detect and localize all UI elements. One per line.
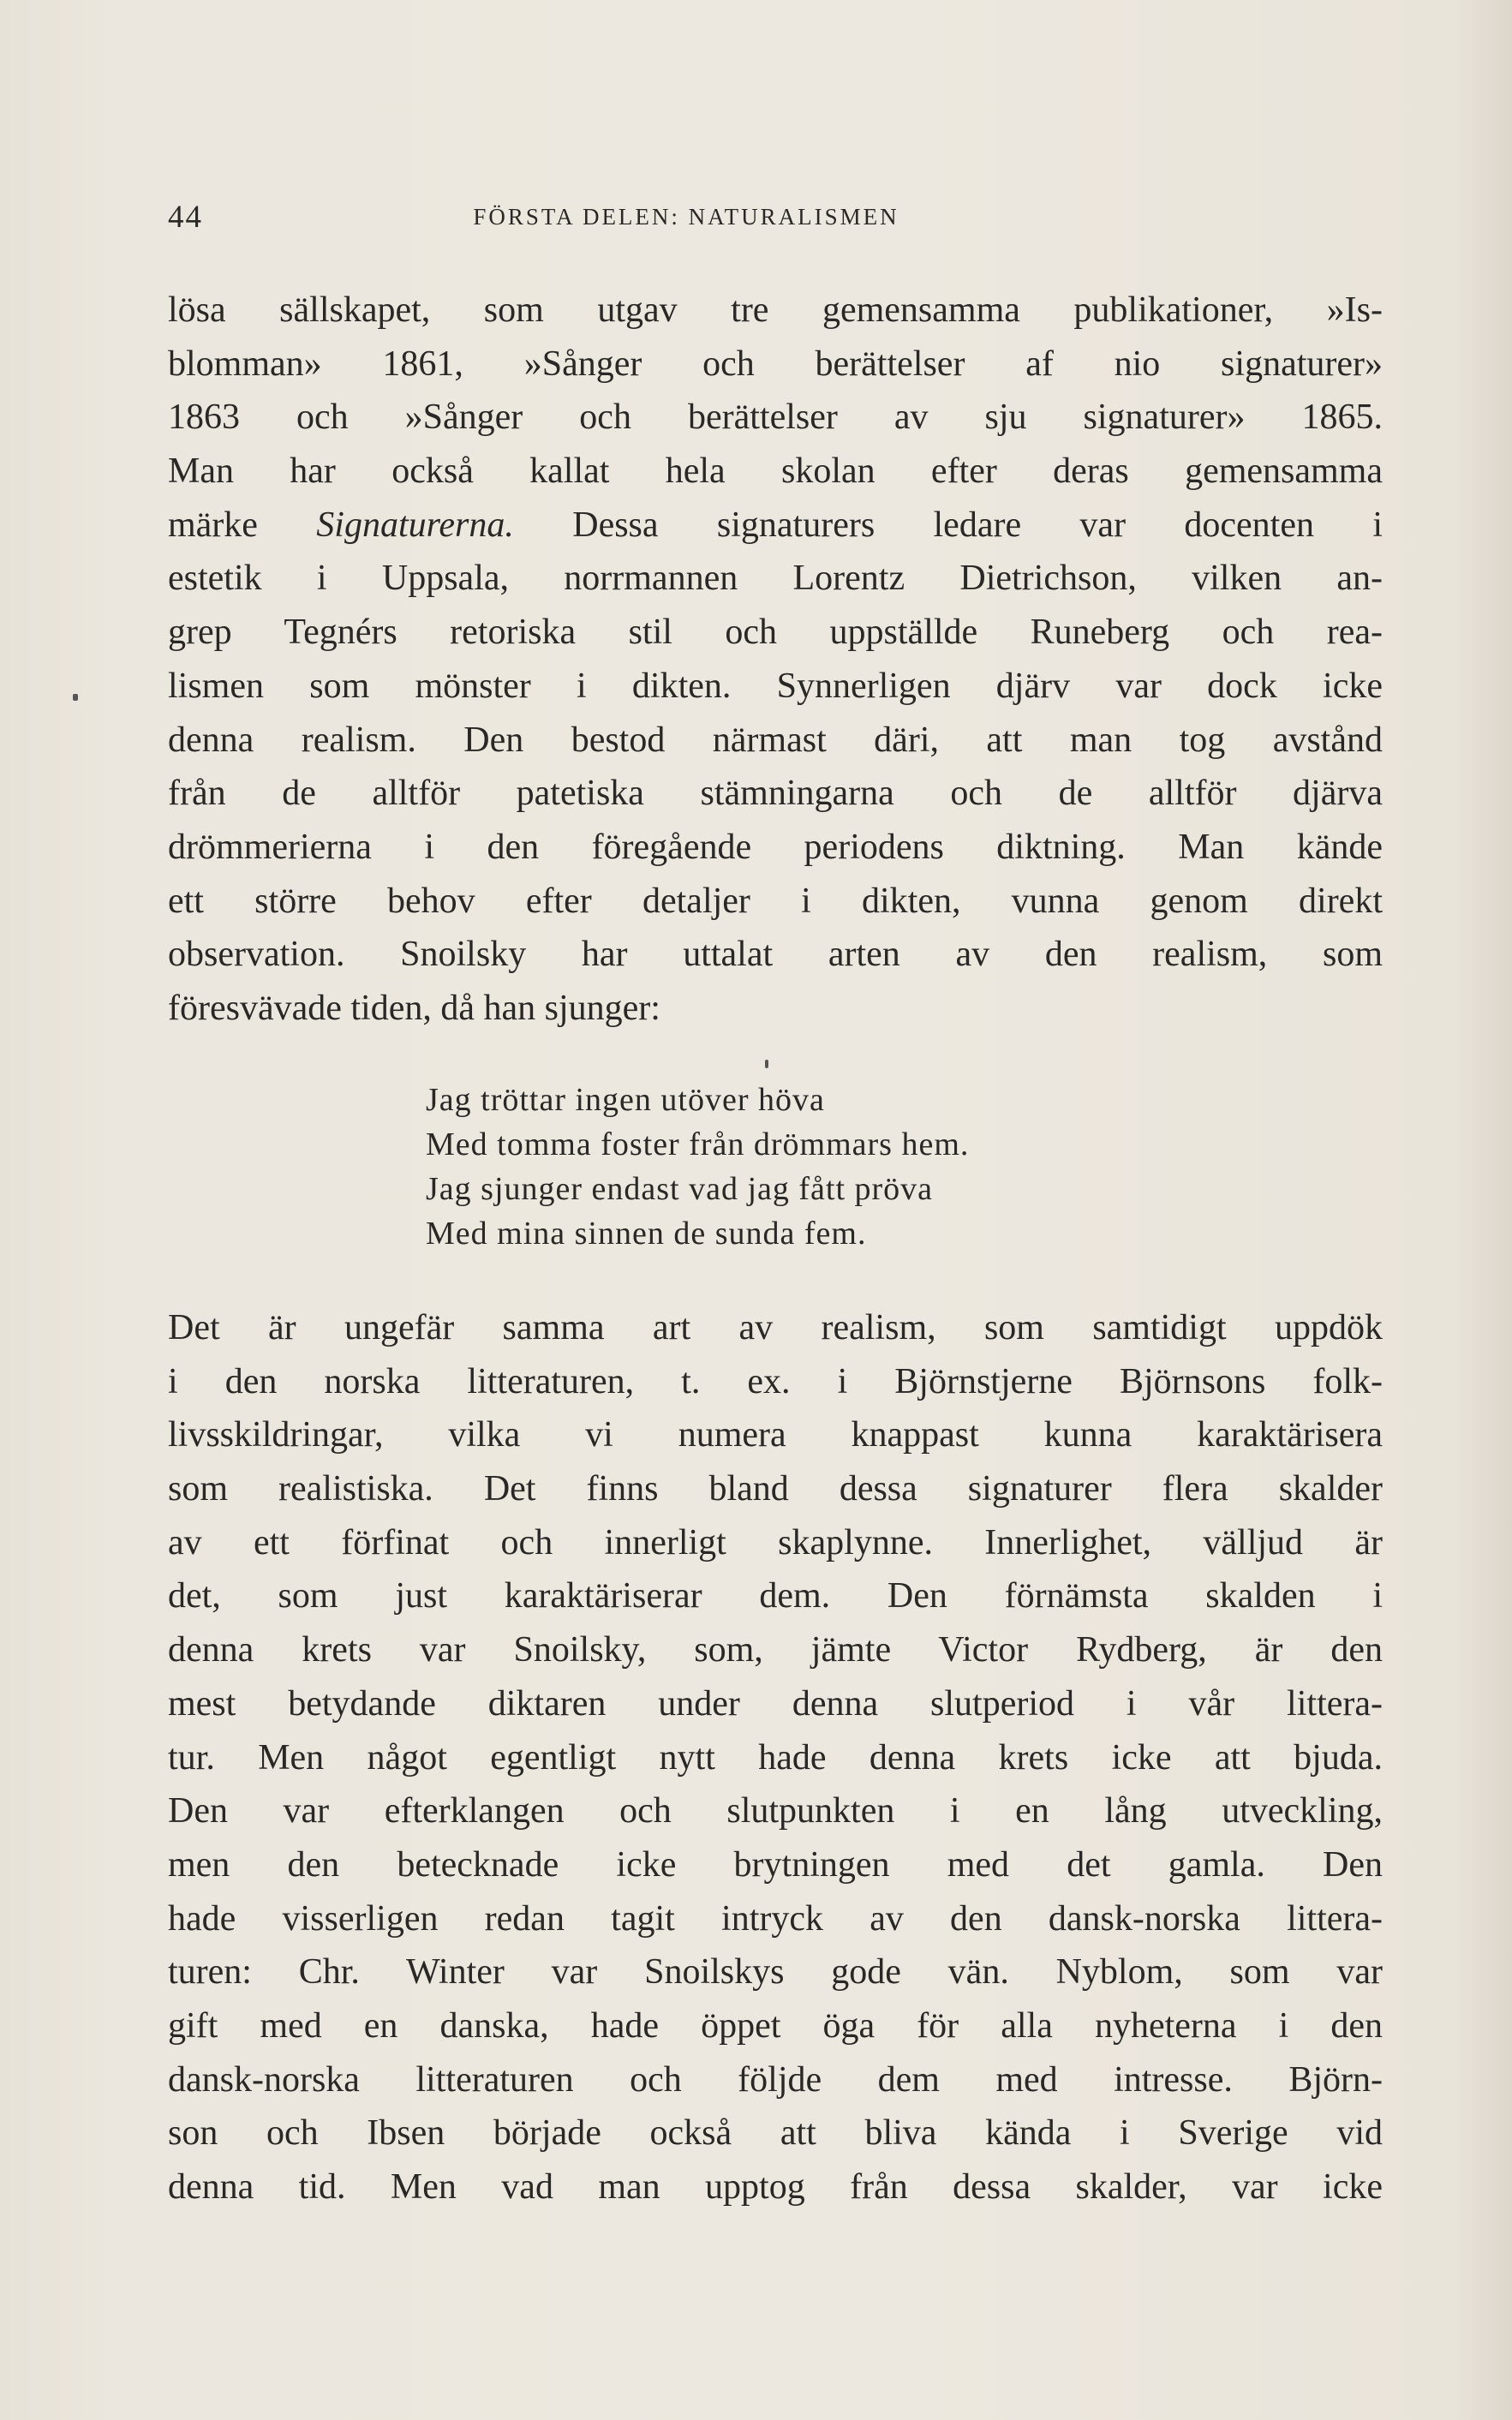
poem-line: Jag sjunger endast vad jag fått pröva	[426, 1171, 934, 1207]
text-line: livsskildringar, vilka vi numera knappast kunna karaktärisera	[168, 1415, 1383, 1455]
text-line: från de alltför patetiska stämningarna och de alltför djärva	[168, 774, 1383, 814]
text-line: son och Ibsen började också att bliva kända i Sverige vid	[168, 2113, 1383, 2154]
text-line: turen: Chr. Winter var Snoilskys gode vän. Nyblom, som var	[168, 1952, 1383, 1993]
text-line: denna krets var Snoilsky, som, jämte Victor Rydberg, är den	[168, 1630, 1383, 1670]
text-line: Det är ungefär samma art av realism, som samtidigt uppdök	[168, 1308, 1383, 1347]
text-line: Man har också kallat hela skolan efter deras gemensamma	[168, 451, 1383, 492]
text-line: ett större behov efter detaljer i dikten, vunna genom direkt	[168, 881, 1383, 921]
text-line: observation. Snoilsky har uttalat arten av den realism, som	[168, 935, 1383, 975]
text-line: men den betecknade icke brytningen med det gamla. Den	[168, 1844, 1383, 1885]
text-line: tur. Men något egentligt nytt hade denna krets icke att bjuda.	[168, 1737, 1383, 1778]
text-line: av ett förfinat och innerligt skaplynne. Innerlighet, välljud är	[168, 1522, 1383, 1563]
poem-line: Jag tröttar ingen utöver höva	[426, 1082, 825, 1118]
print-speck	[73, 694, 78, 701]
print-speck	[765, 1060, 768, 1068]
text-segment: märke	[168, 505, 317, 545]
text-line: Den var efterklangen och slutpunkten i en lång utveckling,	[168, 1791, 1383, 1831]
paragraph-1	[168, 284, 1383, 1036]
text-line: lismen som mönster i dikten. Synnerligen djärv var dock icke	[168, 666, 1383, 706]
page-header	[168, 199, 1383, 242]
text-line: hade visserligen redan tagit intryck av den dansk-norska littera-	[168, 1898, 1383, 1939]
text-line: mest betydande diktaren under denna slutperiod i vår littera-	[168, 1683, 1383, 1724]
poem-quote	[426, 1078, 1197, 1256]
text-line: estetik i Uppsala, norrmannen Lorentz Dietrichson, vilken an-	[168, 559, 1383, 599]
text-line-with-italic	[168, 499, 1383, 553]
running-title-text: FÖRSTA DELEN: NATURALISMEN	[473, 204, 899, 230]
text-line: grep Tegnérs retoriska stil och uppställde Runeberg och rea-	[168, 612, 1383, 653]
text-line: det, som just karaktäriserar dem. Den förnämsta skalden i	[168, 1576, 1383, 1616]
running-title	[168, 204, 1204, 230]
text-line: i den norska litteraturen, t. ex. i Björnstjerne Björnsons folk-	[168, 1361, 1383, 1401]
text-line: lösa sällskapet, som utgav tre gemensamma publikationer, »Is-	[168, 290, 1383, 330]
text-line: denna tid. Men vad man upptog från dessa skalder, var icke	[168, 2167, 1383, 2207]
paragraph-2	[168, 1301, 1383, 2214]
text-line: blomman» 1861, »Sånger och berättelser af nio signaturer»	[168, 344, 1383, 384]
text-line: föresvävade tiden, då han sjunger:	[168, 988, 660, 1028]
poem-line: Med tomma foster från drömmars hem.	[426, 1126, 970, 1162]
text-line: denna realism. Den bestod närmast däri, att man tog avstånd	[168, 720, 1383, 760]
text-line: som realistiska. Det finns bland dessa signaturer flera skalder	[168, 1469, 1383, 1509]
italic-term: Signaturerna.	[316, 505, 514, 545]
text-line: dansk-norska litteraturen och följde dem med intresse. Björn-	[168, 2059, 1383, 2100]
text-segment: Dessa signaturers ledare var docenten i	[513, 505, 1383, 545]
text-line: 1863 och »Sånger och berättelser av sju signaturer» 1865.	[168, 397, 1383, 438]
page-number: 44	[168, 200, 203, 235]
text-line: gift med en danska, hade öppet öga för alla nyheterna i den	[168, 2005, 1383, 2046]
text-line: drömmerierna i den föregående periodens diktning. Man kände	[168, 827, 1383, 867]
poem-line: Med mina sinnen de sunda fem.	[426, 1216, 867, 1252]
